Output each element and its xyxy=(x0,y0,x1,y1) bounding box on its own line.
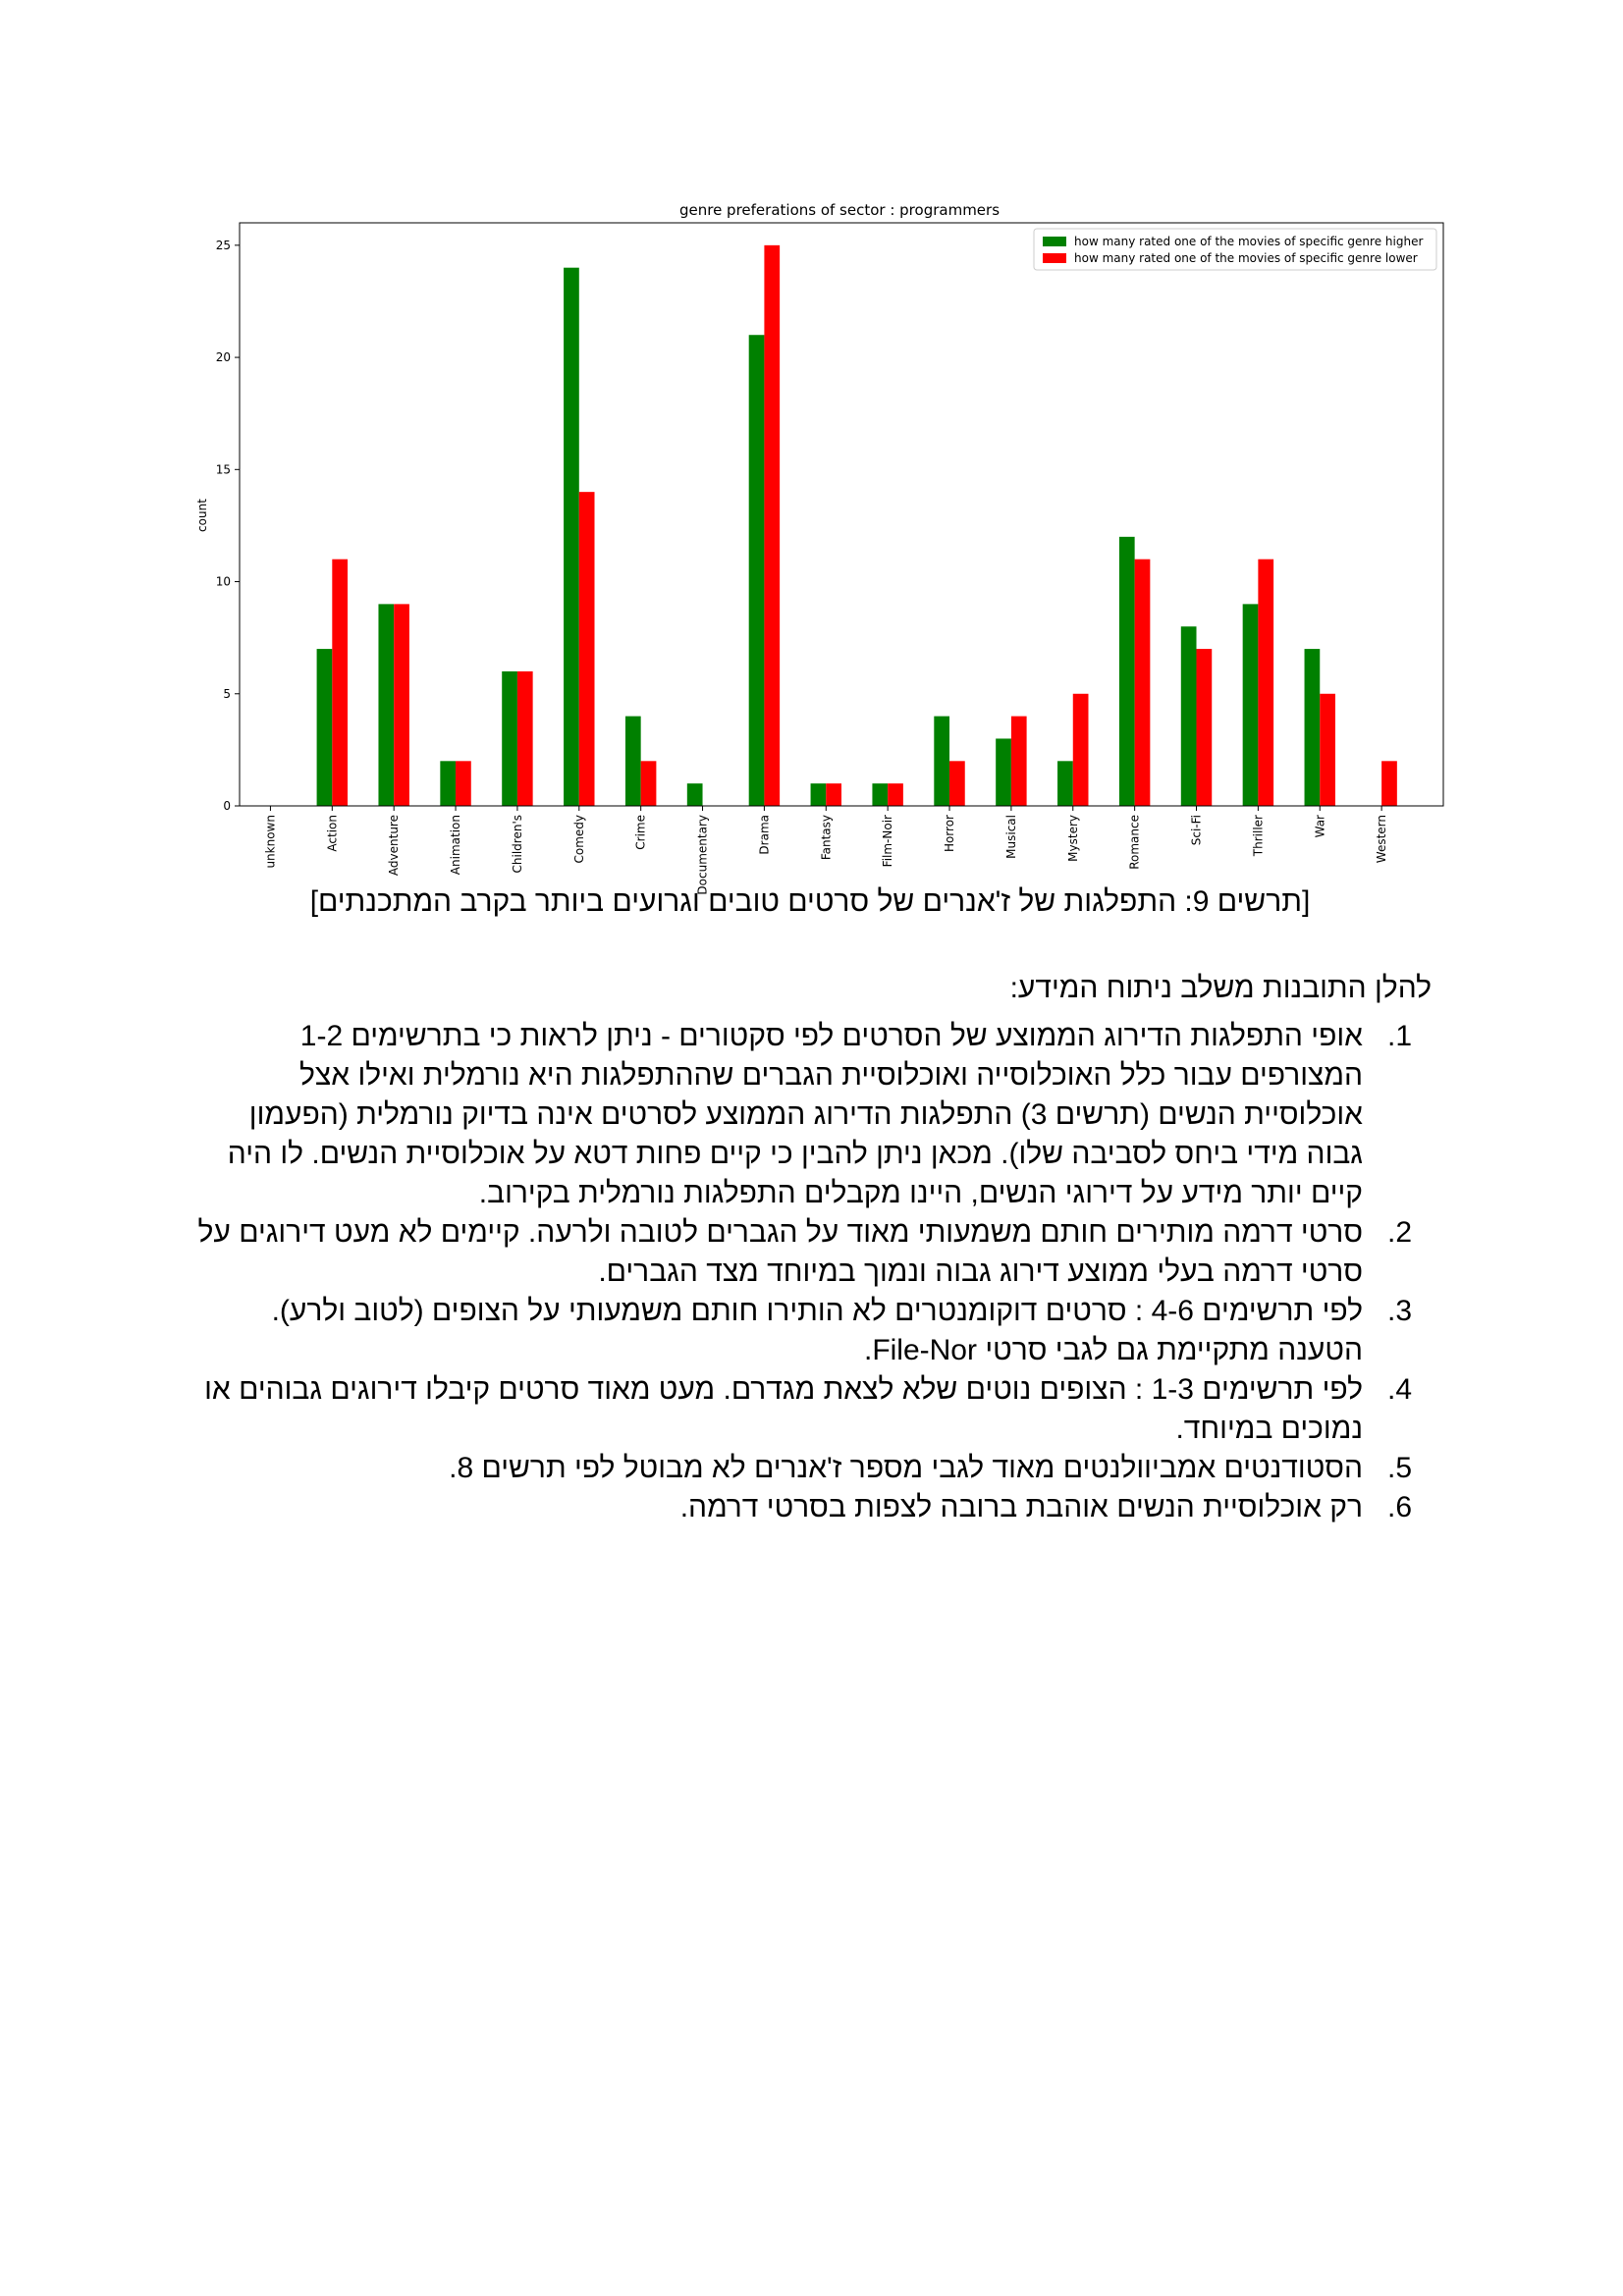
bar-lower-romance xyxy=(1135,560,1151,806)
bar-lower-musical xyxy=(1011,717,1027,806)
x-tick-label: Fantasy xyxy=(819,815,834,861)
x-tick-label: Action xyxy=(325,815,340,852)
x-tick-label: Musical xyxy=(1003,815,1018,859)
x-tick-label: War xyxy=(1313,815,1327,838)
finding-number: 1. xyxy=(1386,1020,1412,1052)
x-tick-label: Adventure xyxy=(387,815,402,877)
x-tick-label: Romance xyxy=(1127,815,1142,870)
bar-higher-mystery xyxy=(1057,761,1073,806)
bar-higher-romance xyxy=(1119,537,1135,806)
x-tick-label: unknown xyxy=(263,815,278,869)
chart-y-axis xyxy=(216,239,240,813)
bar-higher-documentary xyxy=(687,783,703,806)
bar-higher-action xyxy=(317,649,333,806)
finding-item xyxy=(189,1449,1412,1488)
finding-number: 3. xyxy=(1386,1295,1412,1327)
bar-higher-animation xyxy=(440,761,456,806)
legend-label-higher: how many rated one of the movies of specific genre higher xyxy=(1074,235,1424,248)
y-tick-label: 5 xyxy=(223,686,231,701)
bar-lower-drama xyxy=(764,245,780,806)
findings-list xyxy=(189,1017,1412,1527)
bar-higher-crime xyxy=(625,717,641,806)
bar-higher-thriller xyxy=(1243,604,1259,806)
finding-number: 2. xyxy=(1386,1216,1412,1249)
chart-svg xyxy=(187,191,1453,903)
bar-higher-horror xyxy=(934,717,949,806)
bar-higher-war xyxy=(1305,649,1321,806)
finding-text: סרטי דרמה מותירים חותם משמעותי מאוד על הגברים לטובה ולרעה. קיימים לא מעט דירוגים על סרטי דרמה בעלי ממוצע דירוג גבוה ונמוך במיוחד מצד הגברים. xyxy=(197,1216,1363,1288)
x-tick-label: Thriller xyxy=(1251,815,1266,857)
chart-bars xyxy=(317,245,1397,806)
chart-title: genre preferations of sector : programmers xyxy=(678,201,1001,219)
bar-higher-film-noir xyxy=(872,783,888,806)
legend-swatch-lower xyxy=(1043,253,1066,263)
finding-item xyxy=(189,1213,1412,1292)
chart-x-axis xyxy=(263,806,1388,895)
finding-text: אופי התפלגות הדירוג הממוצע של הסרטים לפי סקטורים - ניתן לראות כי בתרשימים 1-2 המצורפים עבור כלל האוכלוסייה ואוכלוסיית הגברים שההתפלגות היא נורמלית ואילו אצל אוכלוסיית הנשים (תרשים 3) התפלגות הדירוג הממוצע לסרטים אינה בדיוק נורמלית (הפעמון גבוה מידי ביחס לסביבה שלו). מכאן ניתן להבין כי קיים פחות דטא על אוכלוסיית הנשים. לו היה קיים יותר מידע על דירוגי הנשים, היינו מקבלים התפלגות נורמלית בקירוב. xyxy=(227,1020,1363,1209)
bar-lower-thriller xyxy=(1258,560,1273,806)
finding-number: 4. xyxy=(1386,1373,1412,1406)
finding-number: 6. xyxy=(1386,1491,1412,1523)
chart-legend xyxy=(1034,229,1436,270)
bar-higher-adventure xyxy=(378,604,394,806)
bar-lower-war xyxy=(1320,694,1335,806)
x-tick-label: Sci-Fi xyxy=(1189,815,1204,846)
y-tick-label: 20 xyxy=(215,350,231,365)
finding-item xyxy=(189,1292,1412,1370)
finding-text: לפי תרשימים 4-6 : סרטים דוקומנטרים לא הותירו חותם משמעותי על הצופים (לטוב ולרע). הטענה מתקיימת גם לגבי סרטי File-Nor. xyxy=(271,1295,1363,1366)
findings-intro: להלן התובנות משלב ניתוח המידע: xyxy=(1009,972,1432,1004)
finding-text: לפי תרשימים 1-3 : הצופים נוטים שלא לצאת מגדרם. מעט מאוד סרטים קיבלו דירוגים גבוהים או נמוכים במיוחד. xyxy=(204,1373,1363,1445)
bar-lower-mystery xyxy=(1073,694,1089,806)
bar-lower-sci-fi xyxy=(1197,649,1213,806)
bar-higher-comedy xyxy=(564,268,579,806)
bar-lower-western xyxy=(1381,761,1397,806)
chart-y-axis-label: count xyxy=(195,499,209,532)
legend-label-lower: how many rated one of the movies of specific genre lower xyxy=(1074,251,1418,265)
bar-higher-drama xyxy=(749,335,765,806)
finding-item xyxy=(189,1370,1412,1449)
bar-higher-musical xyxy=(996,738,1011,806)
x-tick-label: Children's xyxy=(510,815,524,874)
x-tick-label: Drama xyxy=(757,815,772,855)
bar-lower-film-noir xyxy=(888,783,903,806)
finding-text: רק אוכלוסיית הנשים אוהבת ברובה לצפות בסרטי דרמה. xyxy=(679,1491,1363,1523)
y-tick-label: 25 xyxy=(215,238,231,252)
y-tick-label: 15 xyxy=(215,462,231,477)
bar-lower-action xyxy=(332,560,348,806)
x-tick-label: Comedy xyxy=(571,815,586,864)
finding-item xyxy=(189,1017,1412,1213)
y-tick-label: 10 xyxy=(215,574,231,589)
x-tick-label: Film-Noir xyxy=(881,815,895,868)
bar-lower-animation xyxy=(456,761,471,806)
genre-bar-chart xyxy=(187,191,1453,903)
x-tick-label: Crime xyxy=(633,815,648,850)
x-tick-label: Horror xyxy=(943,815,957,853)
finding-item xyxy=(189,1488,1412,1527)
finding-text: הסטודנטים אמביוולנטים מאוד לגבי מספר ז'אנרים לא מבוטל לפי תרשים 8. xyxy=(449,1452,1363,1484)
bar-lower-crime xyxy=(641,761,657,806)
bar-higher-children-s xyxy=(502,671,517,806)
bar-higher-fantasy xyxy=(811,783,827,806)
bar-lower-horror xyxy=(949,761,965,806)
x-tick-label: Mystery xyxy=(1065,815,1080,862)
x-tick-label: Animation xyxy=(449,815,463,876)
figure-caption: [תרשים 9: התפלגות של ז'אנרים של סרטים טובים וגרועים ביותר בקרב המתכנתים] xyxy=(309,885,1311,918)
x-tick-label: Documentary xyxy=(695,815,710,895)
bar-lower-children-s xyxy=(517,671,533,806)
bar-lower-adventure xyxy=(394,604,409,806)
bar-lower-comedy xyxy=(579,492,595,806)
y-tick-label: 0 xyxy=(223,799,231,813)
bar-higher-sci-fi xyxy=(1181,626,1197,806)
x-tick-label: Western xyxy=(1375,815,1389,864)
bar-lower-fantasy xyxy=(826,783,841,806)
legend-swatch-higher xyxy=(1043,237,1066,246)
finding-number: 5. xyxy=(1386,1452,1412,1484)
